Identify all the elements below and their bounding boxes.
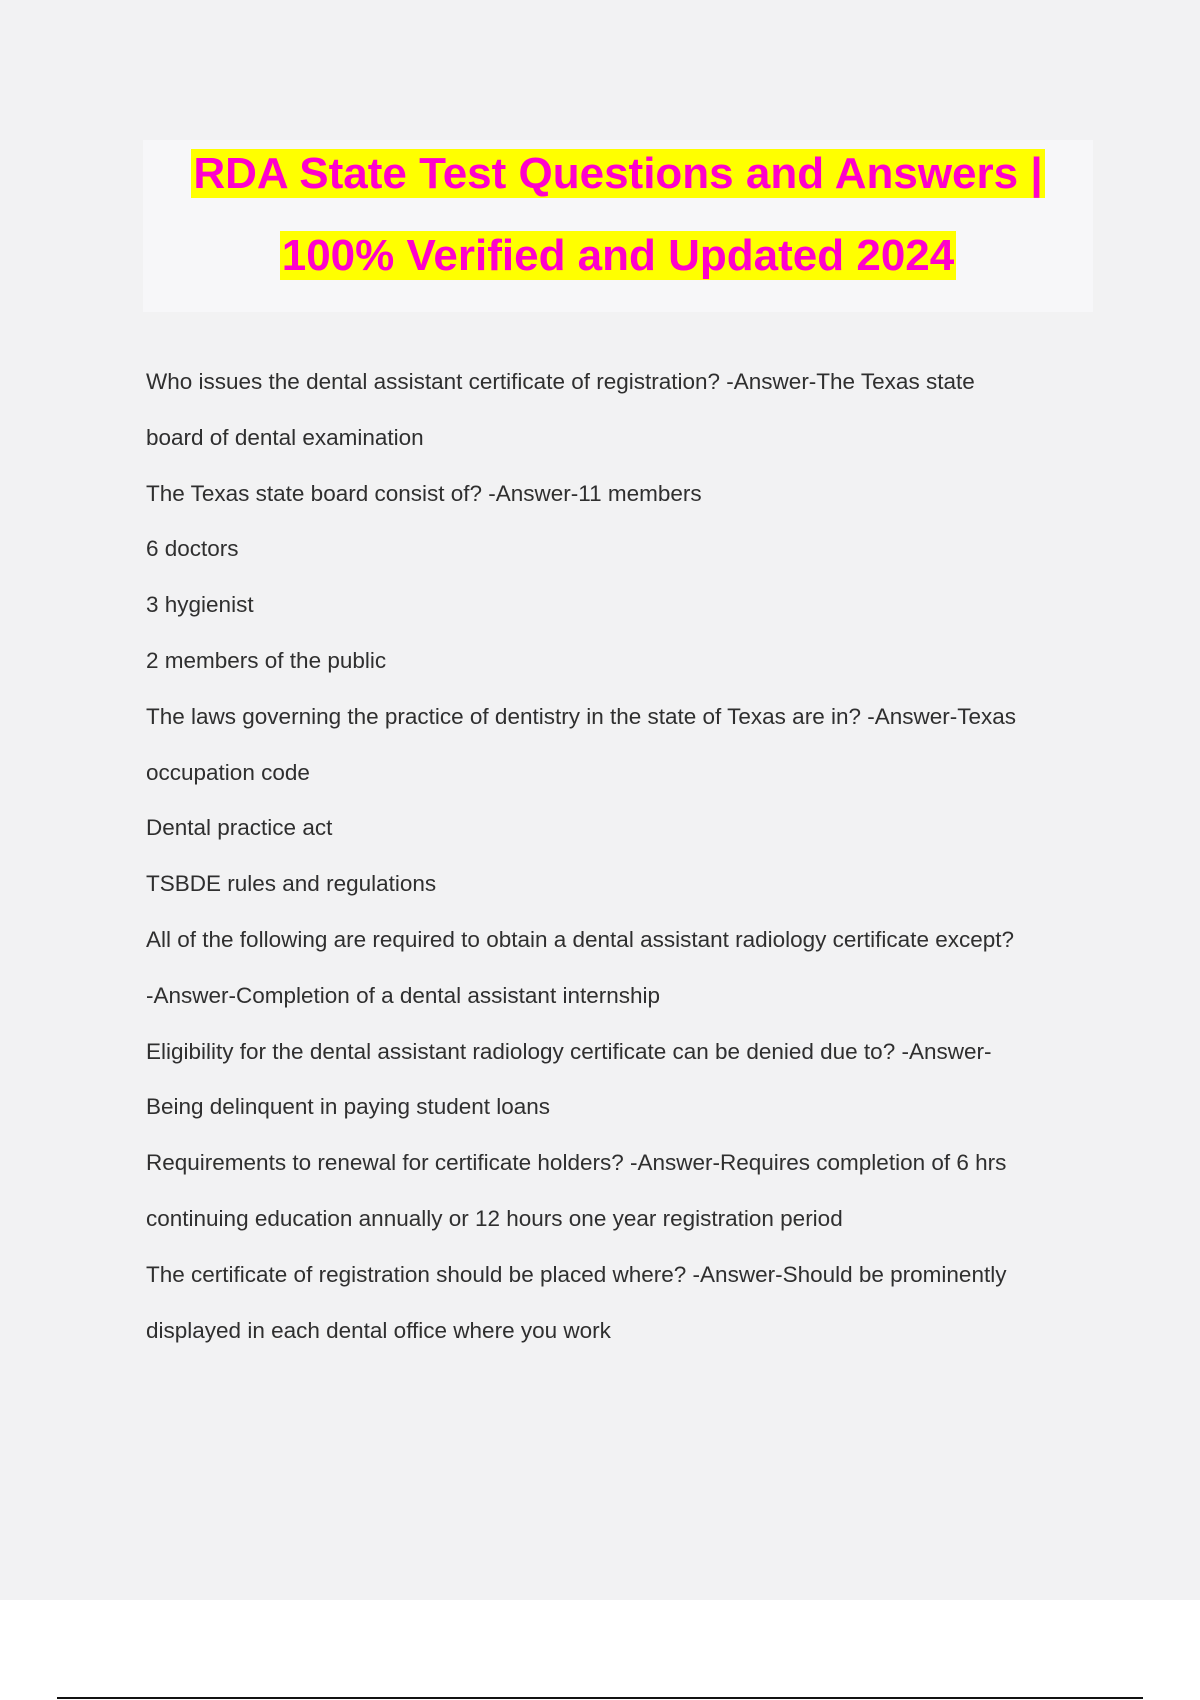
footer-divider bbox=[57, 1697, 1143, 1699]
title-highlight-1: RDA State Test Questions and Answers | bbox=[193, 149, 1043, 198]
text-line: 2 members of the public bbox=[146, 647, 387, 673]
text-line: 3 hygienist bbox=[146, 592, 254, 618]
text-line: 6 doctors bbox=[146, 536, 239, 562]
page-title-line-1 bbox=[143, 146, 1093, 202]
text-line: occupation code bbox=[146, 759, 310, 785]
text-line: The laws governing the practice of dentistry in the state of Texas are in? -Answer-Texas bbox=[146, 703, 1017, 729]
text-line: All of the following are required to obtain a dental assistant radiology certificate except? bbox=[146, 926, 1015, 952]
text-line: Dental practice act bbox=[146, 815, 333, 841]
page-title-line-2 bbox=[143, 228, 1093, 284]
text-line: Being delinquent in paying student loans bbox=[146, 1094, 551, 1120]
text-line: displayed in each dental office where you work bbox=[146, 1317, 611, 1343]
title-highlight-2: 100% Verified and Updated 2024 bbox=[281, 231, 955, 280]
text-line: continuing education annually or 12 hours one year registration period bbox=[146, 1205, 843, 1231]
text-line: -Answer-Completion of a dental assistant internship bbox=[146, 982, 661, 1008]
qa-list bbox=[146, 354, 1096, 1358]
text-line: TSBDE rules and regulations bbox=[146, 871, 437, 897]
text-line: The Texas state board consist of? -Answer-11 members bbox=[146, 480, 702, 506]
text-line: board of dental examination bbox=[146, 424, 424, 450]
text-line: Requirements to renewal for certificate holders? -Answer-Requires completion of 6 hrs bbox=[146, 1150, 1007, 1176]
text-line: The certificate of registration should be placed where? -Answer-Should be prominently bbox=[146, 1261, 1007, 1287]
text-line: Who issues the dental assistant certificate of registration? -Answer-The Texas state bbox=[146, 369, 975, 394]
text-line: Eligibility for the dental assistant radiology certificate can be denied due to? -Answer- bbox=[146, 1038, 992, 1064]
title-block bbox=[143, 140, 1093, 312]
